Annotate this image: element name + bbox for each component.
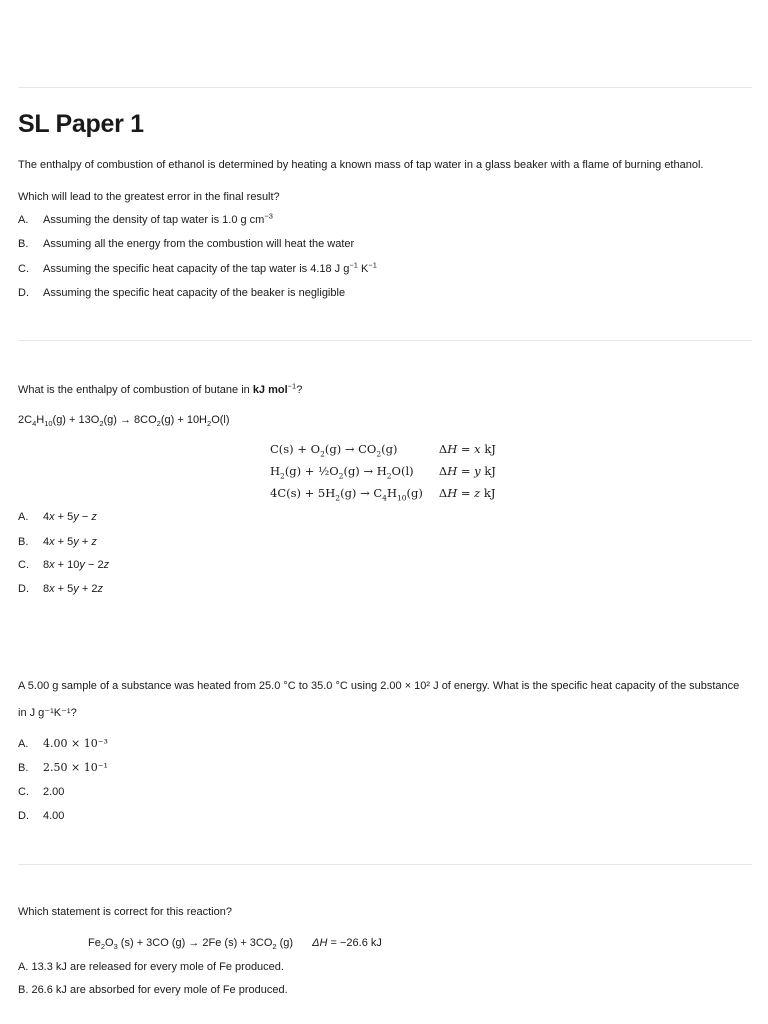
q3-stem-line1: A 5.00 g sample of a substance was heated from 25.0 °C to 35.0 °C using 2.00 × 10² J of energy. What is the specific heat capacity of the substance [18,680,740,692]
q1-option-b [18,237,354,251]
q3-option-a [18,737,108,751]
option-letter: D. [18,810,29,822]
option-letter: B. [18,536,29,548]
reaction-enthalpy: ΔH = y kJ [438,464,496,478]
q4-enthalpy: ΔH = −26.6 kJ [312,937,382,949]
option-text: 8x + 10y − 2z [43,559,110,571]
option-text: Assuming the specific heat capacity of the beaker is negligible [43,287,346,299]
option-text: Assuming the specific heat capacity of the tap water is 4.18 J g [43,263,350,275]
q2-stem-text: What is the enthalpy of combustion of butane in [18,384,253,396]
q1-question: Which will lead to the greatest error in the final result? [18,191,280,203]
divider-top [18,87,752,88]
option-text: 2.50 × 10⁻¹ [43,761,108,774]
option-letter: C. [18,786,29,798]
divider-q1 [18,340,752,341]
q4-stem: Which statement is correct for this reaction? [18,906,232,918]
q4-equation: $Fe_2O_3$ (s) + 3CO (g) → 2Fe $(s) + 3CO_2$ (g) [88,937,294,952]
reaction-enthalpy: ΔH = z kJ [438,486,496,500]
q4-option-b: B. 26.6 kJ are absorbed for every mole of Fe produced. [18,984,288,996]
q3-option-d [18,809,64,823]
q1-stem: The enthalpy of combustion of ethanol is determined by heating a known mass of tap water in a glass beaker with a flame of burning ethanol. [18,159,704,171]
option-sup: −1 [368,260,377,270]
q3-option-c [18,785,64,799]
q2-option-c [18,558,109,572]
reaction-table [270,438,496,504]
option-text: 2.00 [43,786,65,798]
divider-q3 [18,864,752,865]
q2-option-d [18,582,103,596]
q2-option-a [18,510,97,524]
option-letter: B. [18,238,29,250]
q4-equation-line [88,936,382,950]
reaction-row [270,482,496,504]
q2-stem-unit: kJ mol [252,384,288,396]
q3-stem-line2: in J g⁻¹K⁻¹? [18,707,77,719]
reaction-row [270,438,496,460]
option-text: 4x + 5y − z [43,511,97,523]
q2-option-b [18,535,97,549]
q2-stem [18,383,302,397]
q4-option-a: A. 13.3 kJ are released for every mole of Fe produced. [18,961,284,973]
option-letter: A. [18,214,29,226]
reaction-equation: $4C(s) + 5H_2(g) \to C_4H_{10}(g)$ [270,486,423,503]
q2-stem-sup: −1 [287,381,297,391]
page-title: SL Paper 1 [18,110,144,138]
option-text: Assuming the density of tap water is 1.0 g cm [43,214,265,226]
option-text-mid: K [357,263,369,275]
option-letter: D. [18,583,29,595]
option-sup: −3 [264,211,273,221]
reaction-row [270,460,496,482]
option-letter: D. [18,287,29,299]
q2-equation: $2C_4H_{10}(g) + 13O_2(g) \to 8CO_2(g) + 10H_2O(l)$ [18,414,230,429]
q1-option-d [18,286,345,300]
option-text: 8x + 5y + 2z [43,583,103,595]
option-sup: −1 [349,260,358,270]
q1-option-a [18,213,273,227]
option-letter: C. [18,263,29,275]
q1-option-c [18,262,377,276]
option-letter: B. [18,762,29,774]
q2-stem-end: ? [296,384,303,396]
option-text: 4.00 × 10⁻³ [43,737,108,750]
option-letter: A. [18,738,29,750]
option-text: Assuming all the energy from the combustion will heat the water [43,238,355,250]
option-letter: A. [18,511,29,523]
q3-option-b [18,761,108,775]
reaction-equation: $C(s) + O_2(g) \to CO_2(g)$ [270,442,398,459]
reaction-enthalpy: ΔH = x kJ [438,442,496,456]
option-text: 4.00 [43,810,65,822]
option-letter: C. [18,559,29,571]
reaction-equation: $H_2(g)$ + $\frac{1}{2}O_2(g) \to H_2O(l)$ [270,464,414,481]
option-text: 4x + 5y + z [43,536,97,548]
